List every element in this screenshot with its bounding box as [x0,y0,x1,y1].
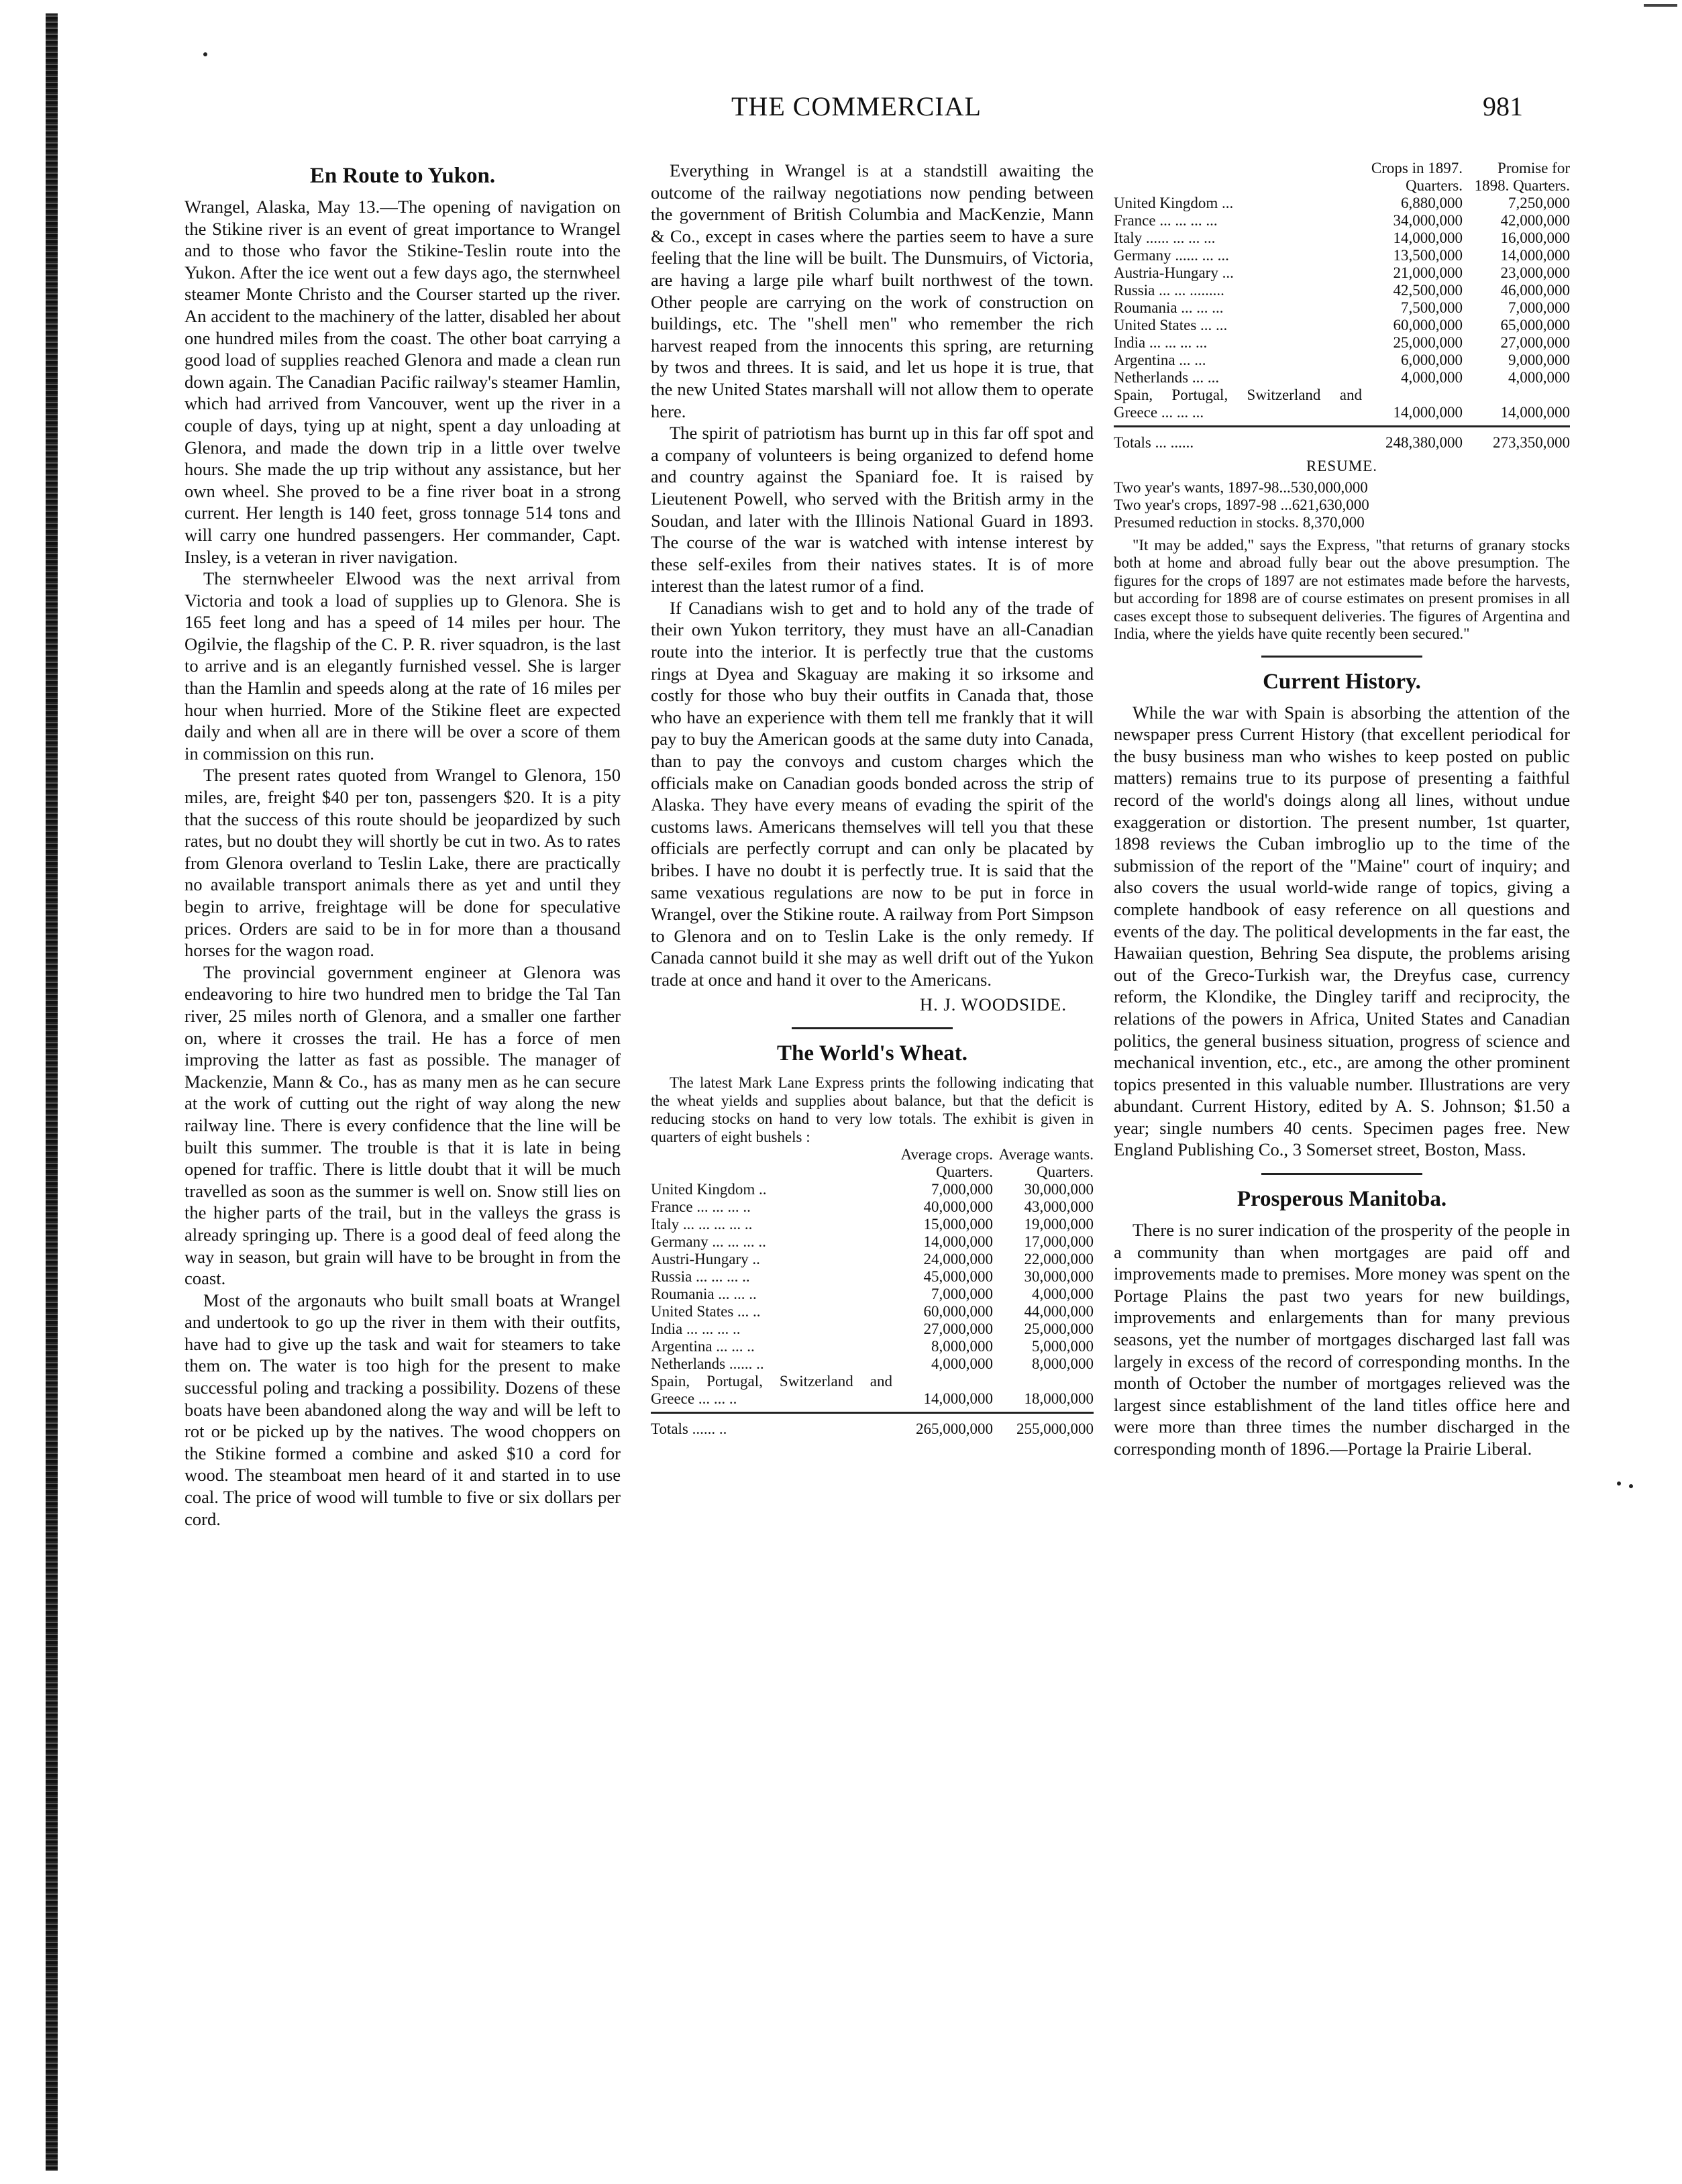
value-cell: 30,000,000 [1024,1181,1094,1198]
country-cell: India ... ... ... ... [1114,334,1208,351]
history-paragraph: While the war with Spain is absorbing the attention of the newspaper press Current History (that excellent periodical for the busy business man who wishes to keep posted on public matters) remains true to its purpose of presenting a faithful record of the world's doings along all lines, without undue exaggeration or distortion. The present number, 1st quarter, 1898 reviews the Cuban imbroglio up to the time of the submission of the report of the "Maine" court of inquiry; and also covers the usual world-wide range of topics, giving a complete handbook of easy reference on all questions and events of the day. The political developments in the far east, the Hawaiian question, Behring Sea dispute, the problems arising out of the Greco-Turkish war, the Dreyfus case, currency reform, the Klondike, the Dingley tariff and reciprocity, the relations of the powers in Africa, United States and Canadian politics, the general business situation, progress of science and mechanical invention, etc., etc., are among the other prominent topics presented in this valuable number. Illustrations are very abundant. Current History, edited by A. S. Johnson; $1.50 a year; single numbers 40 cents. Specimen pages free. New England Publishing Co., 3 Somerset street, Boston, Mass. [1114,702,1570,1160]
country-cell: Italy ... ... ... ... .. [651,1216,753,1233]
table-row [651,1320,1094,1338]
value-cell: 19,000,000 [1024,1216,1094,1233]
value-cell: 23,000,000 [1500,264,1570,281]
value-cell: 46,000,000 [1500,282,1570,299]
table-row [1114,369,1570,386]
wheat-table-1897-1898 [1114,160,1570,452]
value-cell: 60,000,000 [1393,317,1463,333]
headline-current-history: Current History. [1263,669,1421,694]
table-row [651,1216,1094,1233]
value-cell: 14,000,000 [923,1233,993,1251]
country-cell: Spain, Portugal, Switzerland and Greece ... ... ... [1114,386,1362,421]
table-row [1114,317,1570,334]
value-cell: 43,000,000 [1024,1198,1094,1216]
speck-mark [203,52,207,56]
country-cell: Russia ... ... ......... [1114,282,1224,299]
value-cell: 17,000,000 [1024,1233,1094,1251]
corner-mark [1644,4,1677,7]
masthead [0,91,1682,131]
section-divider [1261,656,1422,658]
country-cell: Roumania ... ... .. [651,1286,757,1303]
yukon-paragraph: Wrangel, Alaska, May 13.—The opening of navigation on the Stikine river is an event of great importance to Wrangel and to those who favor the Stikine-Teslin route into the Yukon. After the ice went out a few days ago, the sternwheel steamer Monte Christo and the Courser started up the river. An accident to the machinery of the latter, disabled her about one hundred miles from the coast. The other boat carrying a good load of supplies reached Glenora and made a clean run down again. The Canadian Pacific railway's steamer Hamlin, which had arrived from Vancouver, went up the river in a couple of days, tying up at night, spent a day unloading at Glenora, and made the down trip in a little over twelve hours. She made the up trip without any assistance, but her own wheel. She proved to be a fine river boat in a strong current. Her length is 140 feet, gross tonnage 514 tons and will carry one hundred passengers. Her commander, Capt. Insley, is a veteran in river navigation. [185,197,621,567]
wheat-intro: The latest Mark Lane Express prints the following indicating that the wheat yields and supplies about balance, but that the deficit is reducing stocks on hand to very low totals. The exhibit is given in quarters of eight bushels : [651,1074,1094,1146]
value-cell: 14,000,000 [923,1390,993,1408]
value-cell: 14,000,000 [1393,404,1463,421]
country-cell: Argentina ... ... .. [651,1338,755,1355]
table-row [1114,282,1570,299]
total-label: Totals ... ...... [1114,434,1194,451]
value-cell: 7,000,000 [1508,299,1570,316]
value-cell: 45,000,000 [923,1268,993,1286]
table-row [651,1373,1094,1408]
column-header: Average crops. Quarters. [900,1146,993,1181]
yukon-paragraph: The provincial government engineer at Glenora was endeavoring to hire two hundred men to bridge the Tal Tan river, 25 miles north of Glenora, and a smaller one farther on, where it crosses the trail. He has a force of men improving the latter as fast as possible. The manager of Mackenzie, Mann & Co., has as many men as he can secure at the work of cutting out the right of way along the new railway line. There is every confidence that the line will be built this summer. The trouble is that it is late in being opened for traffic. There is little doubt that it will be much travelled as soon as the summer is well on. Snow still lies on the higher parts of the trail, but in the valleys the grass is already springing up. There is a good deal of feed along the way in season, but grain will have to be brought in from the coast. [185,961,621,1289]
country-cell: France ... ... ... .. [651,1198,751,1216]
yukon-paragraph: If Canadians wish to get and to hold any of the trade of their own Yukon territory, they must have an all-Canadian route into the interior. It is perfectly true that the customs rings at Dyea and Skaguay are making it so irksome and costly for those who buy their outfits in Canada that, those who have an experience with them tell me frankly that it will pay to buy the American goods at the same duty into Canada, than to pay the convoys and custom charges which the officials make on Canadian goods bonded across the strip of Alaska. They have every means of evading the spirit of the customs laws. Americans themselves will tell you that these officials are perfectly corrupt and can only be placated by bribes. I have no doubt it is perfectly true. It is said that the same vexatious regulations are now to be put in force in Wrangel, over the Stikine route. A railway from Port Simpson to Glenora and on to Teslin Lake is the only remedy. If Canada cannot build it she may as well drift out of the Yukon trade at once and hand it over to the Americans. [651,597,1094,990]
yukon-paragraph: Most of the argonauts who built small boats at Wrangel and undertook to go up the river in them with their outfits, have had to give up the task and wait for steamers to take them on. The water is too high for the present to make successful poling and tracking a possibility. Dozens of these boats have been abandoned along the way and will be left to rot or be picked up by the natives. The wood choppers on the Stikine formed a combine and asked $10 a cord for wood. The steamboat men heard of it and started in to use coal. The price of wood will tumble to five or six dollars per cord. [185,1290,621,1529]
express-quote [1114,537,1570,643]
publication-title: THE COMMERCIAL [731,91,982,121]
speck-mark [1629,1484,1633,1488]
country-cell: Italy ...... ... ... ... [1114,229,1216,246]
value-cell: 6,880,000 [1401,195,1463,211]
value-cell: 7,000,000 [931,1181,993,1198]
table-row [651,1233,1094,1251]
wheat-table-averages [651,1146,1094,1438]
table-row [1114,195,1570,212]
country-cell: Russia ... ... ... .. [651,1268,750,1286]
table-row [651,1338,1094,1355]
country-cell: Austri-Hungary .. [651,1251,760,1268]
column-header: Crops in 1897. Quarters. [1371,160,1463,194]
value-cell: 25,000,000 [1393,334,1463,351]
manitoba-paragraph: There is no surer indication of the prosperity of the people in a community than when mortgages are paid off and improvements made to premises. More money was spent on the Portage Plains the past two years for new buildings, improvements and enlargements than for many previous seasons, yet the number of mortgages discharged last fall was largely in excess of the record of corresponding months. In the month of October the number of mortgages relieved was the largest since establishment of the land titles office here and were more than three times the number discharged in the corresponding month of 1896.—Portage la Prairie Liberal. [1114,1220,1570,1459]
country-cell: Germany ... ... ... .. [651,1233,766,1251]
total-rule [1114,425,1570,427]
resume-heading: RESUME. [1306,458,1378,474]
value-cell: 30,000,000 [1024,1268,1094,1286]
value-cell: 27,000,000 [1500,334,1570,351]
value-cell: 40,000,000 [923,1198,993,1216]
country-cell: United Kingdom ... [1114,195,1234,211]
column-1 [185,161,621,1530]
country-cell: France ... ... ... ... [1114,212,1218,229]
value-cell: 6,000,000 [1401,352,1463,368]
total-label: Totals ...... .. [651,1420,727,1438]
value-cell: 27,000,000 [923,1320,993,1338]
table-row [1114,299,1570,317]
country-cell: Netherlands ... ... [1114,369,1220,386]
country-cell: Roumania ... ... ... [1114,299,1224,316]
table-row [1114,247,1570,264]
total-cell: 273,350,000 [1493,434,1570,451]
value-cell: 24,000,000 [923,1251,993,1268]
column-3 [1114,160,1570,1460]
column-2 [651,160,1094,1438]
value-cell: 8,000,000 [931,1338,993,1355]
value-cell: 8,000,000 [1032,1355,1094,1373]
value-cell: 18,000,000 [1024,1390,1094,1408]
section-divider [792,1027,953,1029]
table-row [1114,264,1570,282]
headline-wheat: The World's Wheat. [777,1041,967,1066]
value-cell: 7,250,000 [1508,195,1570,211]
headline-manitoba: Prosperous Manitoba. [1237,1187,1447,1212]
resume-line: Two year's wants, 1897-98...530,000,000 [1114,478,1368,496]
value-cell: 4,000,000 [931,1355,993,1373]
table-row [651,1303,1094,1320]
yukon-paragraph: The spirit of patriotism has burnt up in this far off spot and a company of volunteers is being organized to defend home and country against the Spaniard foe. It is raised by Lieutenent Powell, who served with the British army in the Soudan, and later with the Illinois National Guard in 1893. The course of the war is watched with intense interest by these self-exiles from their natives states. It is of more interest than the latest rumor of a find. [651,423,1094,596]
value-cell: 44,000,000 [1024,1303,1094,1320]
value-cell: 14,000,000 [1393,229,1463,246]
table-row [651,1286,1094,1303]
headline-yukon: En Route to Yukon. [309,164,496,188]
author-signature: H. J. WOODSIDE. [919,994,1067,1015]
table-row [1114,229,1570,247]
yukon-paragraph: The present rates quoted from Wrangel to Glenora, 150 miles, are, freight $40 per ton, passengers $20. It is a pity that the success of this route should be jeopardized by such rates, but no doubt they will shortly be cut in two. As to rates from Glenora overland to Teslin Lake, there are practically no available transport animals there as yet and until they begin to arrive, freightage will be done for speculative prices. Orders are said to be in for more than a thousand horses for the wagon road. [185,765,621,961]
table-row [651,1181,1094,1198]
quote-paragraph: "It may be added," says the Express, "that returns of granary stocks both at home and abroad fully bear out the above presumption. The figures for the crops of 1897 are not estimates made before the harvests, but according for 1898 are of course estimates on present promises in all cases except those to subsequent deliveries. The figures of Argentina and India, where the yields have quite recently been secured." [1114,536,1570,643]
table-row [651,1251,1094,1268]
table-row [651,1198,1094,1216]
country-cell: United States ... ... [1114,317,1228,333]
country-cell: India ... ... ... .. [651,1320,741,1338]
column-header: Average wants. Quarters. [998,1146,1094,1181]
table-row [651,1355,1094,1373]
country-cell: United Kingdom .. [651,1181,767,1198]
country-cell: United States ... .. [651,1303,761,1320]
value-cell: 16,000,000 [1500,229,1570,246]
country-cell: Netherlands ...... .. [651,1355,764,1373]
yukon-paragraph: Everything in Wrangel is at a standstill awaiting the outcome of the railway negotiations now pending between the government of British Columbia and MacKenzie, Mann & Co., except in cases where the parties seem to have a sure feeling that the line will be built. The Dunsmuirs, of Victoria, are having a large pile wharf built northwest of the town. Other people are carrying on the work of construction on buildings, etc. The "shell men" who remember the rich harvest reaped from the innocents this spring, are returning by twos and threes. It is said, and let us hope it is true, that the new United States marshall will not allow them to operate here. [651,160,1094,421]
value-cell: 4,000,000 [1032,1286,1094,1303]
total-cell: 255,000,000 [1016,1420,1094,1438]
country-cell: Austria-Hungary ... [1114,264,1234,281]
resume-line: Presumed reduction in stocks. 8,370,000 [1114,513,1365,531]
total-cell: 248,380,000 [1385,434,1463,451]
country-cell: Spain, Portugal, Switzerland and Greece ... ... .. [651,1373,892,1408]
yukon-paragraph: The sternwheeler Elwood was the next arrival from Victoria and took a load of supplies up to Glenora. She is 165 feet long and has a speed of 14 miles per hour. The Ogilvie, the flagship of the C. P. R. river squadron, is the last to arrive and is an elegantly furnished vessel. She is larger than the Hamlin and speeds along at the rate of 16 miles per hour when hurried. More of the Stikine fleet are expected daily and when all are in there will be over a score of them in commission on this run. [185,568,621,764]
value-cell: 14,000,000 [1500,247,1570,264]
country-cell: Germany ...... ... ... [1114,247,1229,264]
table-row [1114,212,1570,229]
column-header: Promise for 1898. Quarters. [1474,160,1570,194]
value-cell: 13,500,000 [1393,247,1463,264]
table-row [1114,352,1570,369]
value-cell: 34,000,000 [1393,212,1463,229]
value-cell: 15,000,000 [923,1216,993,1233]
value-cell: 42,000,000 [1500,212,1570,229]
value-cell: 4,000,000 [1401,369,1463,386]
value-cell: 25,000,000 [1024,1320,1094,1338]
table-row [651,1268,1094,1286]
page-number: 981 [1483,91,1523,121]
country-cell: Argentina ... ... [1114,352,1206,368]
value-cell: 22,000,000 [1024,1251,1094,1268]
value-cell: 7,500,000 [1401,299,1463,316]
table-row [1114,386,1570,421]
value-cell: 9,000,000 [1508,352,1570,368]
speck-mark [1617,1481,1621,1486]
value-cell: 65,000,000 [1500,317,1570,333]
resume-line: Two year's crops, 1897-98 ...621,630,000 [1114,496,1369,513]
value-cell: 60,000,000 [923,1303,993,1320]
value-cell: 14,000,000 [1500,404,1570,421]
total-cell: 265,000,000 [916,1420,993,1438]
value-cell: 5,000,000 [1032,1338,1094,1355]
value-cell: 42,500,000 [1393,282,1463,299]
table-row [1114,334,1570,352]
value-cell: 21,000,000 [1393,264,1463,281]
value-cell: 7,000,000 [931,1286,993,1303]
value-cell: 4,000,000 [1508,369,1570,386]
section-divider [1261,1173,1422,1175]
total-rule [651,1412,1094,1414]
binding-edge [46,13,58,2171]
